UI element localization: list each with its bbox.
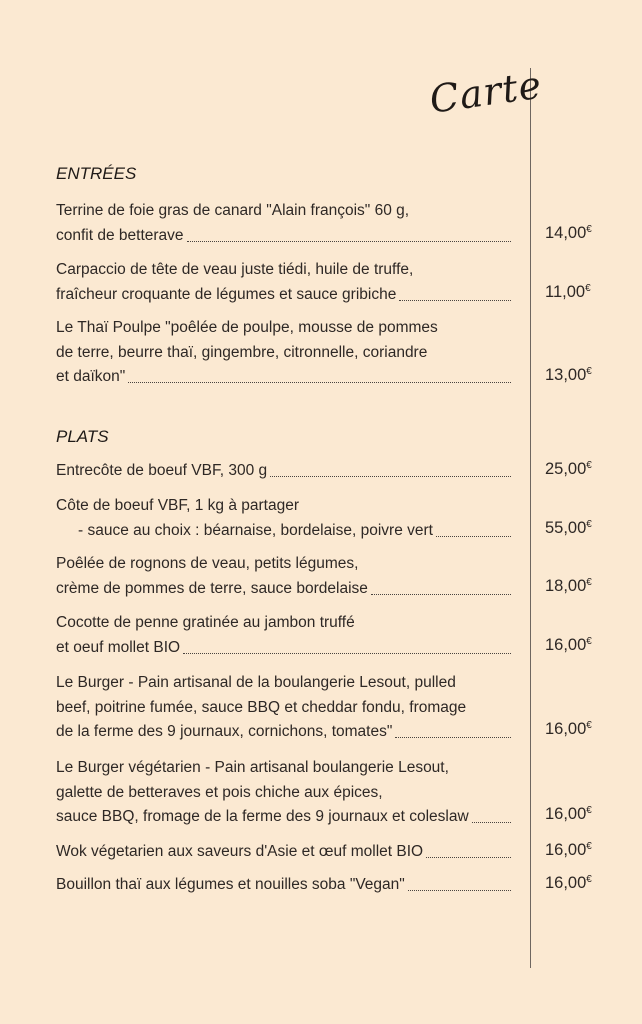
- item-price: 13,00€: [545, 366, 592, 384]
- item-price: 55,00€: [545, 519, 592, 537]
- menu-item: Entrecôte de boeuf VBF, 300 g: [56, 459, 511, 484]
- menu-item: Poêlée de rognons de veau, petits légumes, crème de pommes de terre, sauce bordelaise: [56, 552, 511, 601]
- menu-item: Cocotte de penne gratinée au jambon truffé et oeuf mollet BIO: [56, 611, 511, 660]
- section-title-entrees: ENTRÉES: [56, 164, 137, 183]
- item-price: 11,00€: [545, 283, 591, 301]
- menu-item: Bouillon thaï aux légumes et nouilles soba "Vegan": [56, 873, 511, 898]
- item-price: 16,00€: [545, 874, 592, 892]
- menu-item: Côte de boeuf VBF, 1 kg à partager - sauce au choix : béarnaise, bordelaise, poivre vert: [56, 494, 511, 543]
- item-price: 16,00€: [545, 841, 592, 859]
- column-divider: [530, 68, 531, 968]
- menu-item: Le Burger - Pain artisanal de la boulangerie Lesout, pulled beef, poitrine fumée, sauce BBQ et cheddar fondu, fromage de la ferme des 9 journaux, cornichons, tomates": [56, 671, 511, 745]
- menu-item: Carpaccio de tête de veau juste tiédi, huile de truffe, fraîcheur croquante de légumes et sauce gribiche: [56, 258, 511, 307]
- item-price: 25,00€: [545, 460, 592, 478]
- menu-item: Terrine de foie gras de canard "Alain françois" 60 g, confit de betterave: [56, 199, 511, 248]
- item-price: 16,00€: [545, 805, 592, 823]
- menu-title: Carte: [426, 62, 545, 122]
- menu-item: Wok végetarien aux saveurs d'Asie et œuf mollet BIO: [56, 840, 511, 865]
- section-title-plats: PLATS: [56, 427, 109, 446]
- item-price: 14,00€: [545, 224, 592, 242]
- menu-item: Le Burger végétarien - Pain artisanal boulangerie Lesout, galette de betteraves et pois chiche aux épices, sauce BBQ, fromage de la ferme des 9 journaux et coleslaw: [56, 756, 511, 830]
- item-price: 16,00€: [545, 720, 592, 738]
- item-price: 18,00€: [545, 577, 592, 595]
- item-price: 16,00€: [545, 636, 592, 654]
- menu-item: Le Thaï Poulpe "poêlée de poulpe, mousse de pommes de terre, beurre thaï, gingembre, citronnelle, coriandre et daïkon": [56, 316, 511, 390]
